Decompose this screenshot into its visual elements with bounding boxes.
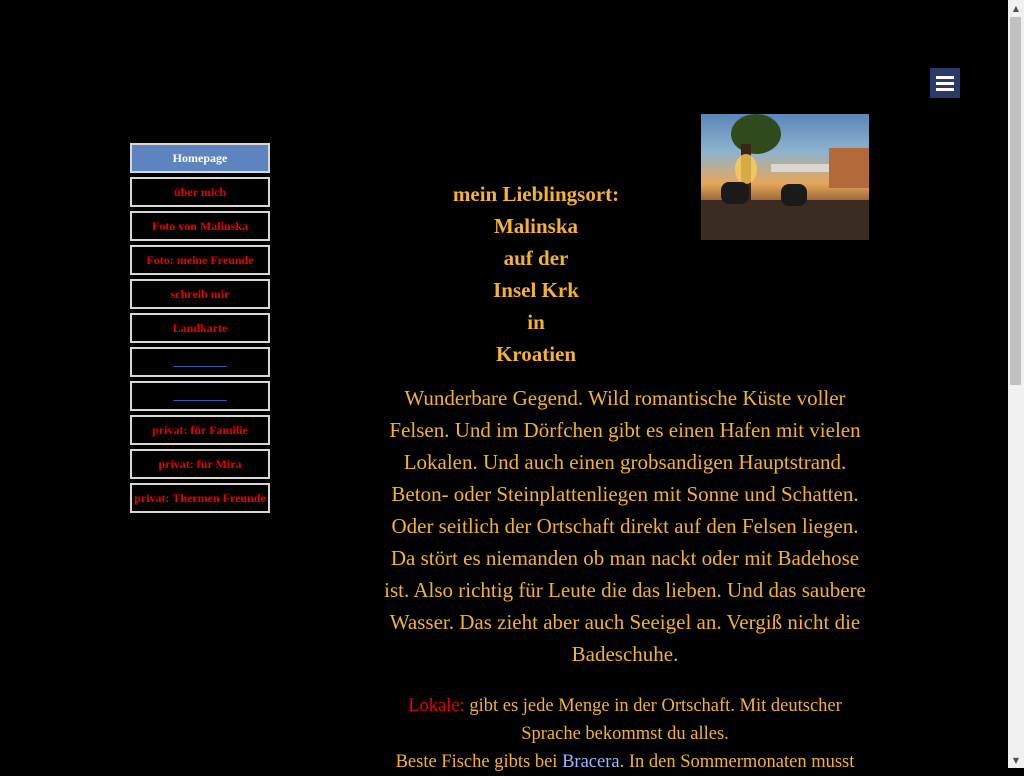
nav-item-privat-mira[interactable]: privat: für Mira bbox=[130, 449, 270, 479]
scrollbar-thumb[interactable] bbox=[1010, 17, 1021, 385]
lokale-paragraph: Lokale: gibt es jede Menge in der Ortschaft. Mit deutscher Sprache bekommst du alles. Beste Fische gibts bei Bracera. In den Sommermonaten musst bbox=[395, 696, 855, 772]
nav-item-foto-malinska[interactable]: Foto von Malinska bbox=[130, 211, 270, 241]
nav-item-empty-1[interactable] bbox=[130, 347, 270, 377]
nav-item-underline bbox=[173, 366, 227, 367]
malinska-harbor-photo bbox=[701, 114, 869, 240]
sidebar-nav bbox=[130, 143, 270, 517]
intro-paragraph: Wunderbare Gegend. Wild romantische Küste voller Felsen. Und im Dörfchen gibt es einen Hafen mit vielen Lokalen. Und auch einen grobsandigen Hauptstrand. Beton- oder Steinplattenliegen mit Sonne und Schatten. Oder seitlich der Ortschaft direkt auf den Felsen liegen. Da stört es niemanden ob man nackt oder mit Badehose ist. Also richtig für Leute die das lieben. Und das saubere Wasser. Das zieht aber auch Seeigel an. Vergiß nicht die Badeschuhe. bbox=[384, 386, 866, 666]
bracera-link[interactable]: Bracera bbox=[562, 752, 620, 772]
scroll-up-arrow-icon[interactable]: ▲ bbox=[1012, 3, 1020, 13]
nav-item-privat-familie[interactable]: privat: für Familie bbox=[130, 415, 270, 445]
page-heading: mein Lieblingsort: Malinska auf der Insel Krk in Kroatien bbox=[452, 182, 620, 366]
nav-item-privat-thermen[interactable]: privat: Thermen Freunde bbox=[130, 483, 270, 513]
hamburger-menu-icon bbox=[936, 76, 954, 79]
nav-item-schreib-mir[interactable]: schreib mir bbox=[130, 279, 270, 309]
nav-item-empty-2[interactable] bbox=[130, 381, 270, 411]
nav-item-landkarte[interactable]: Landkarte bbox=[130, 313, 270, 343]
page-scrollbar[interactable] bbox=[1008, 0, 1024, 768]
lokale-label: Lokale: bbox=[408, 696, 465, 716]
nav-item-underline bbox=[173, 400, 227, 401]
hamburger-menu-button[interactable] bbox=[930, 68, 960, 98]
nav-item-homepage[interactable]: Homepage bbox=[130, 143, 270, 173]
nav-item-ueber-mich[interactable]: über mich bbox=[130, 177, 270, 207]
scroll-down-arrow-icon[interactable]: ▼ bbox=[1012, 755, 1020, 765]
nav-item-foto-freunde[interactable]: Foto: meine Freunde bbox=[130, 245, 270, 275]
